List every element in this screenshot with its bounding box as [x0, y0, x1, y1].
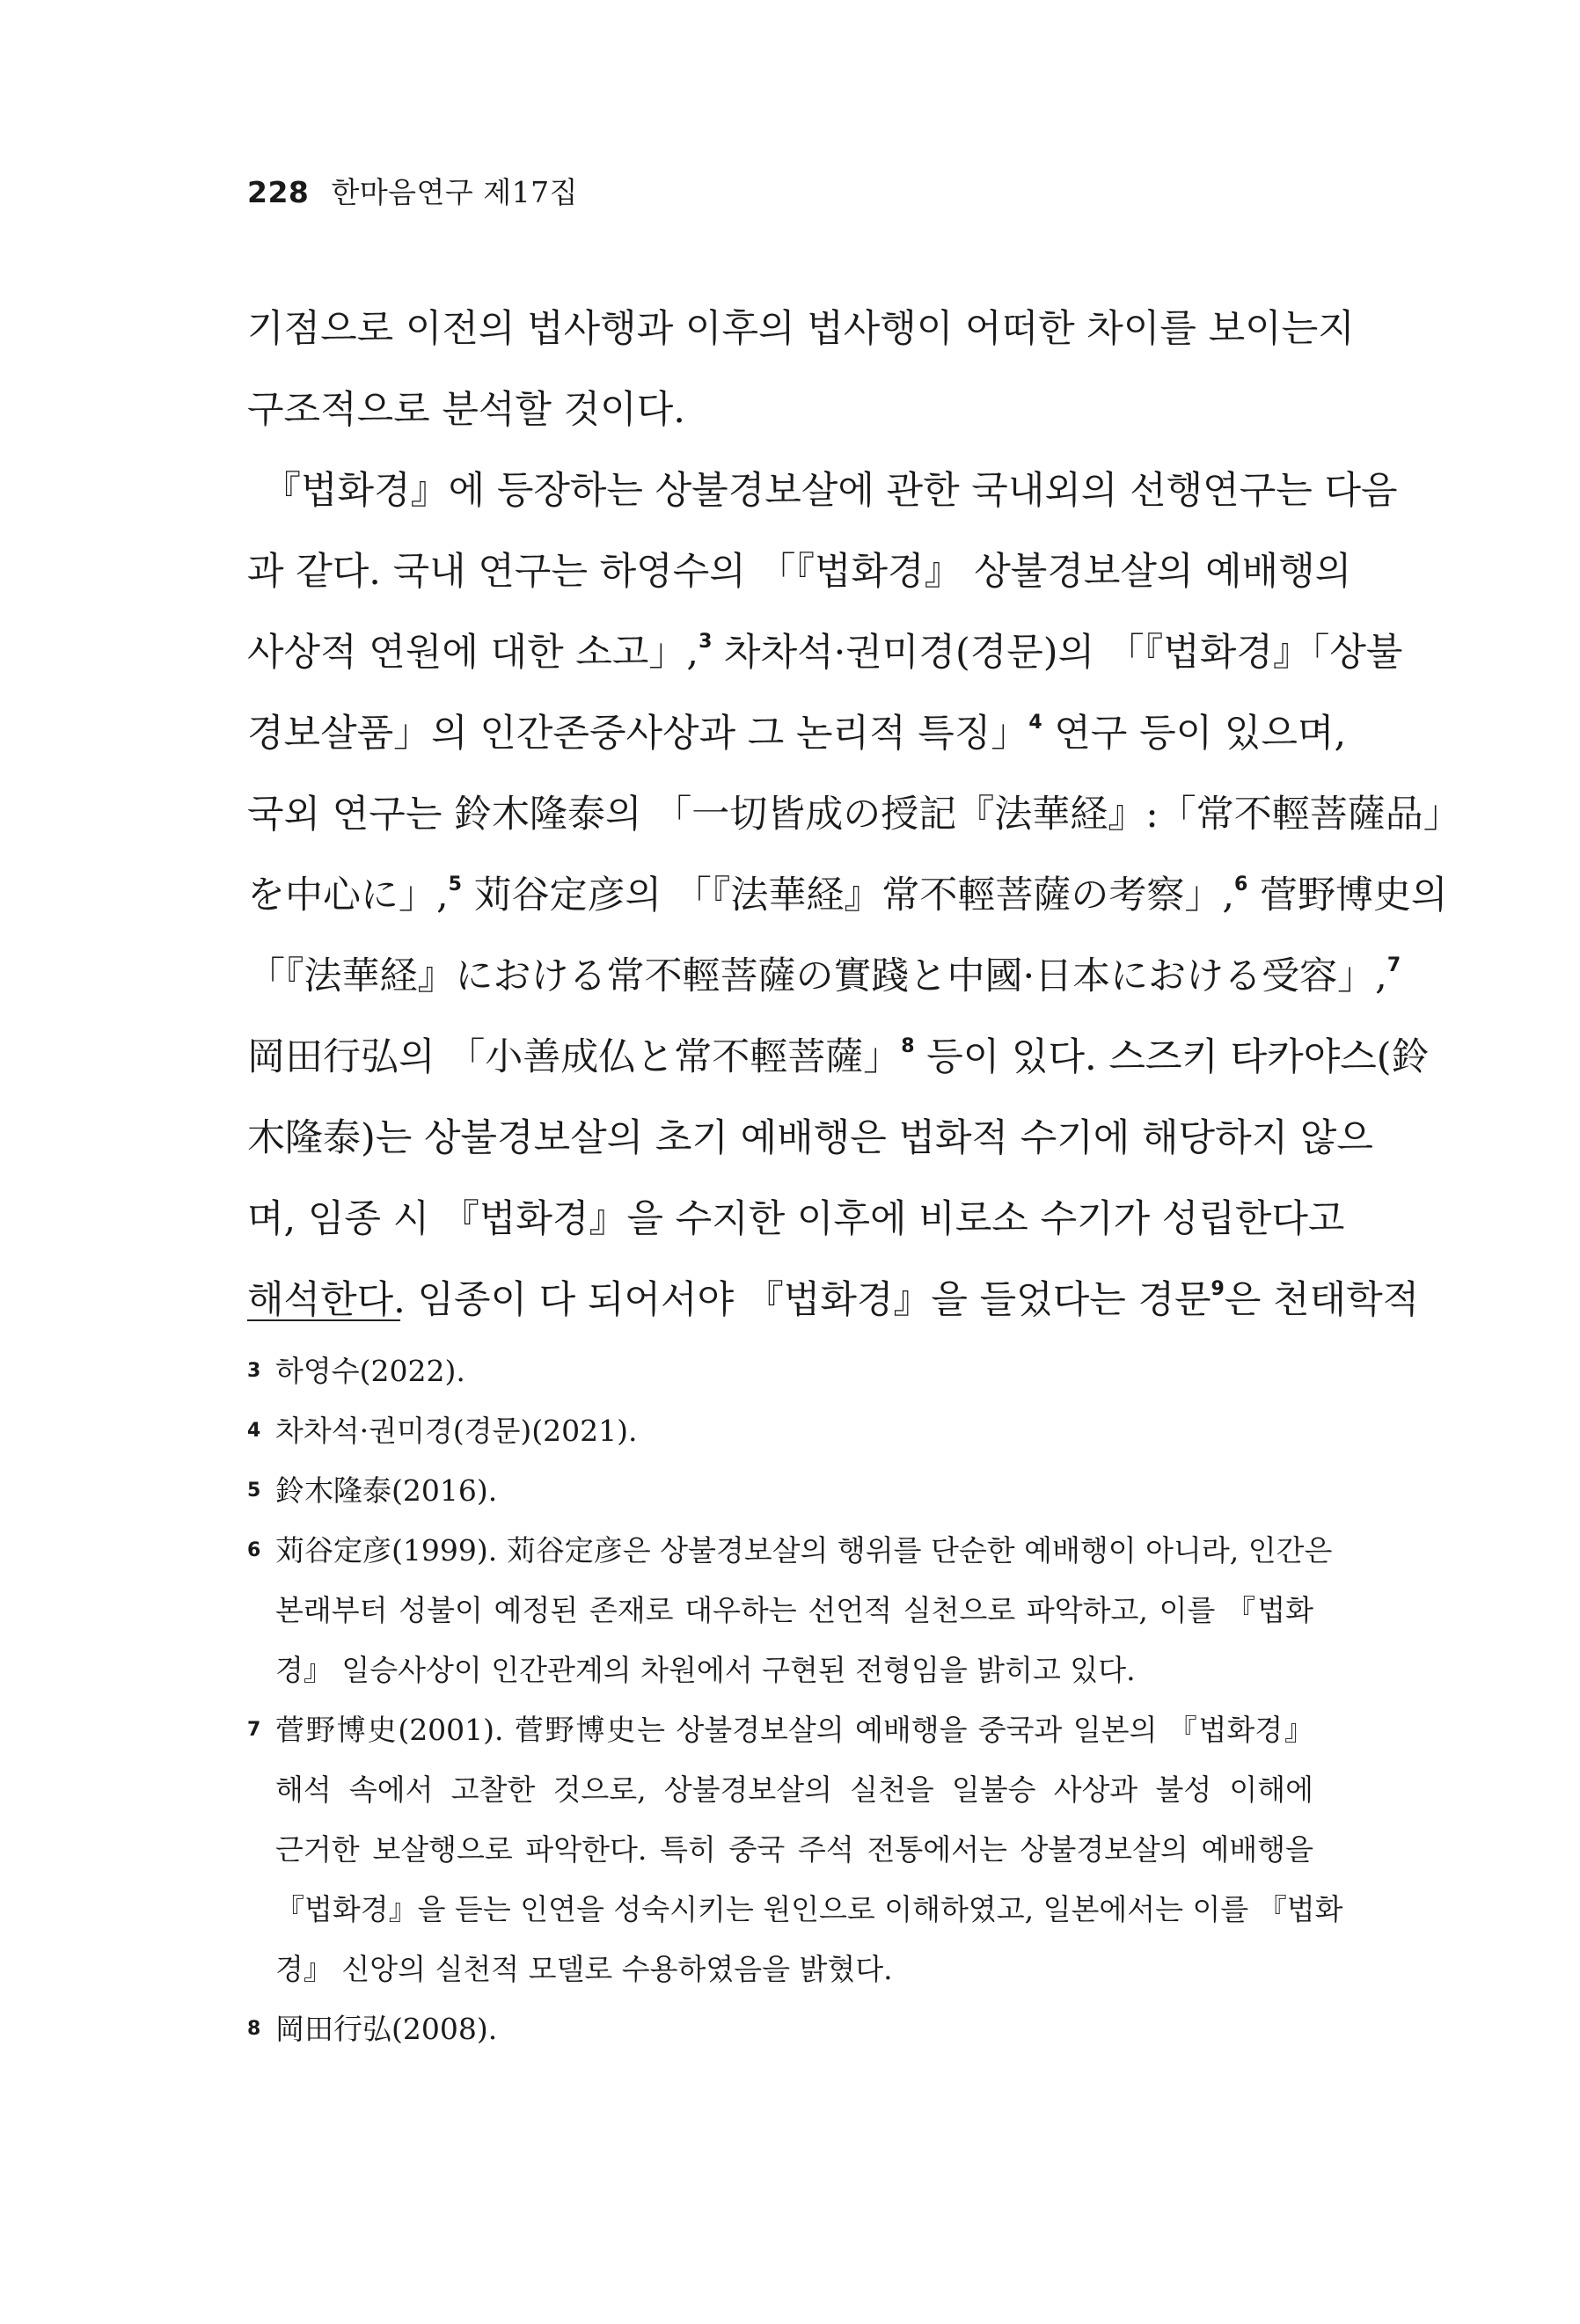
text-run: 며, 임종 시 『법화경』을 수지한 이후에 비로소 수기가 성립한다고: [247, 1197, 1345, 1241]
footnote-line: 『법화경』을 듣는 인연을 성숙시키는 원인으로 이해하였고, 일본에서는 이를 『법화: [275, 1892, 1343, 1926]
text-run: 기점으로 이전의 법사행과 이후의 법사행이 어떠한 차이를 보이는지: [247, 307, 1355, 351]
text-run: 등이 있다. 스즈키 타카야스(鈴: [914, 1035, 1430, 1079]
text-run: 해석한다. 임종이 다 되어서야 『법화경』을 들었다는 경문: [247, 1278, 1211, 1322]
text-run: 구조적으로 분석할 것이다.: [247, 388, 685, 432]
body-line: [247, 1179, 1345, 1260]
body-line: [247, 289, 1355, 369]
footnote-line: 경』 신앙의 실천적 모델로 수용하였음을 밝혔다.: [275, 1952, 893, 1986]
journal-title: 한마음연구 제17집: [331, 175, 579, 209]
footnote-line: 岡田行弘(2008).: [275, 2012, 498, 2046]
footnote-separator: [247, 1319, 400, 1321]
footnote-3: [247, 1341, 1313, 1401]
body-line: [247, 693, 1347, 774]
footnote-6: [247, 1521, 1333, 1700]
footnote-ref[interactable]: 3: [699, 631, 713, 653]
body-line: [247, 774, 1461, 855]
footnote-number: 4: [247, 1420, 261, 1442]
footnote-line: 苅谷定彦(1999). 苅谷定彦은 상불경보살의 행위를 단순한 예배행이 아니라, 인간은: [275, 1533, 1333, 1568]
footnote-5: [247, 1461, 1313, 1521]
footnote-number: 6: [247, 1539, 261, 1561]
footnote-line: 본래부터 성불이 예정된 존재로 대우하는 선언적 실천으로 파악하고, 이를 『법화: [275, 1593, 1313, 1627]
footnote-8: [247, 1999, 1313, 2059]
footnote-7: [247, 1700, 1343, 1999]
footnote-number: 8: [247, 2018, 261, 2040]
text-run: 연구 등이 있으며,: [1042, 712, 1347, 756]
footnote-ref[interactable]: 8: [901, 1035, 915, 1057]
footnote-line: 菅野博史(2001). 菅野博史는 상불경보살의 예배행을 중국과 일본의 『법화경』: [275, 1713, 1313, 1747]
text-run: 苅谷定彦의 「『法華経』常不輕菩薩の考察」,: [461, 873, 1235, 917]
footnote-line: 경』 일승사상이 인간관계의 차원에서 구현된 전형임을 밝히고 있다.: [275, 1653, 1136, 1687]
footnote-number: 5: [247, 1480, 261, 1502]
footnote-line: 하영수(2022).: [275, 1354, 465, 1388]
body-line: [247, 855, 1448, 936]
text-run: 「『法華経』における常不輕菩薩の實踐と中國·日本における受容」,: [247, 954, 1387, 998]
running-header: [247, 170, 578, 211]
body-line: [247, 450, 1398, 531]
text-run: を中心に」,: [247, 873, 449, 917]
footnote-4: [247, 1401, 1313, 1461]
text-run: 과 같다. 국내 연구는 하영수의 「『법화경』 상불경보살의 예배행의: [247, 550, 1352, 594]
footnote-number: 7: [247, 1719, 261, 1741]
text-run: 사상적 연원에 대한 소고」,: [247, 631, 699, 675]
footnote-number: 3: [247, 1360, 261, 1382]
text-run: 차차석·권미경(경문)의 「『법화경』「상불: [712, 631, 1403, 675]
footnote-line: 해석 속에서 고찰한 것으로, 상불경보살의 실천을 일불승 사상과 불성 이해에: [275, 1772, 1313, 1807]
body-line: [247, 612, 1403, 693]
text-run: 『법화경』에 등장하는 상불경보살에 관한 국내외의 선행연구는 다음: [263, 469, 1398, 513]
footnote-ref[interactable]: 5: [448, 873, 462, 895]
text-run: 국외 연구는 鈴木隆泰의 「一切皆成の授記『法華経』:「常不輕菩薩品」: [247, 793, 1461, 837]
body-line: [247, 1260, 1420, 1341]
text-run: 菅野博史의: [1247, 873, 1448, 917]
body-line: [247, 1017, 1430, 1098]
text-run: 木隆泰)는 상불경보살의 초기 예배행은 법화적 수기에 해당하지 않으: [247, 1116, 1373, 1160]
text-run: 岡田行弘의 「小善成仏と常不輕菩薩」: [247, 1035, 902, 1079]
footnote-line: 차차석·권미경(경문)(2021).: [275, 1414, 638, 1448]
footnote-ref[interactable]: 7: [1386, 954, 1401, 976]
text-run: 은 천태학적: [1224, 1278, 1420, 1322]
footnotes: [247, 1341, 1343, 2059]
footnote-line: 鈴木隆泰(2016).: [275, 1473, 498, 1508]
footnote-ref[interactable]: 4: [1028, 712, 1042, 734]
body-line: [247, 936, 1401, 1017]
body-text: [247, 289, 1461, 1341]
body-line: [247, 369, 1313, 450]
footnote-ref[interactable]: 6: [1234, 873, 1248, 895]
body-line: [247, 1098, 1373, 1179]
body-line: [247, 531, 1352, 612]
page-number: 228: [247, 175, 310, 209]
footnote-ref[interactable]: 9: [1211, 1278, 1225, 1300]
text-run: 경보살품」의 인간존중사상과 그 논리적 특징」: [247, 712, 1029, 756]
footnote-line: 근거한 보살행으로 파악한다. 특히 중국 주석 전통에서는 상불경보살의 예배행을: [275, 1832, 1313, 1867]
